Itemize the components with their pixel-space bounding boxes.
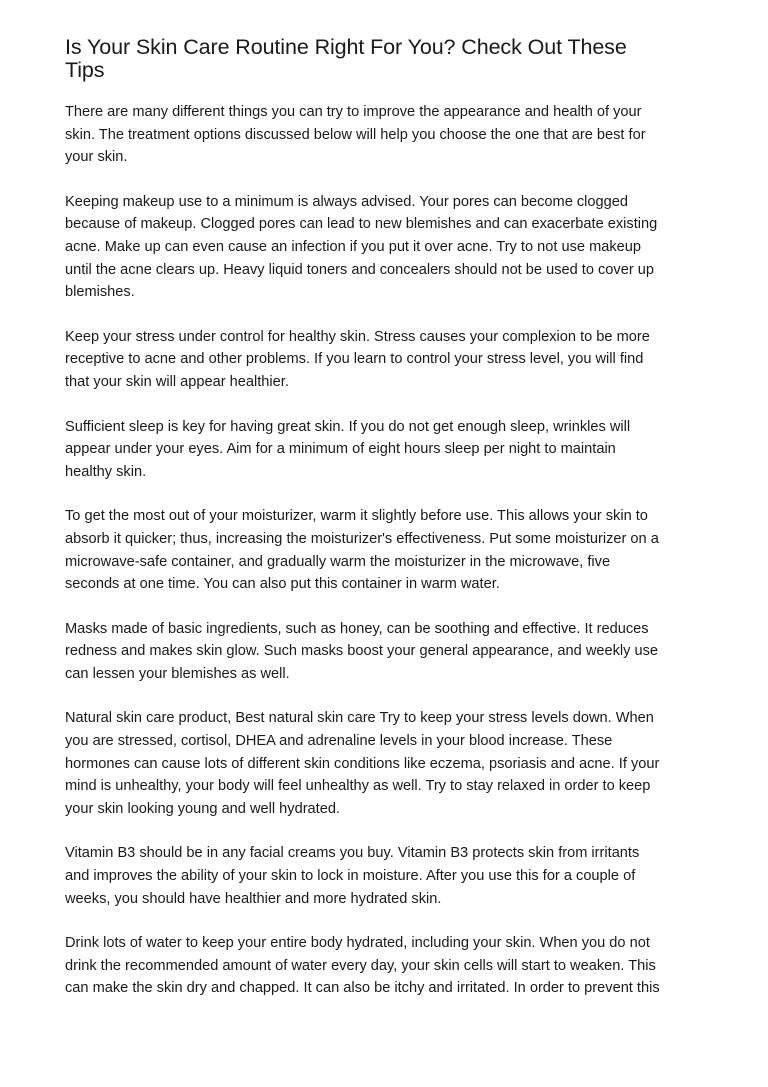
- body-paragraph: [65, 618, 705, 686]
- paragraph-line: Keeping makeup use to a minimum is always advised. Your pores can become clogged: [65, 193, 628, 210]
- body-paragraph: [65, 505, 705, 595]
- paragraph-line: can make the skin dry and chapped. It can also be itchy and irritated. In order to prevent this: [65, 980, 660, 997]
- paragraph-line: weeks, you should have healthier and more hydrated skin.: [65, 890, 442, 907]
- paragraph-line: your skin.: [65, 149, 128, 166]
- paragraph-line: appear under your eyes. Aim for a minimum of eight hours sleep per night to maintain: [65, 441, 616, 458]
- paragraph-line: mind is unhealthy, your body will feel unhealthy as well. Try to stay relaxed in order to keep: [65, 778, 651, 795]
- paragraph-line: blemishes.: [65, 284, 135, 301]
- paragraph-line: Sufficient sleep is key for having great skin. If you do not get enough sleep, wrinkles will: [65, 418, 631, 435]
- body-paragraph: [65, 707, 705, 820]
- paragraph-line: because of makeup. Clogged pores can lead to new blemishes and can exacerbate existing: [65, 216, 658, 233]
- paragraph-line: There are many different things you can try to improve the appearance and health of your: [65, 104, 642, 120]
- document-title: [65, 36, 705, 82]
- paragraph-line: and improves the ability of your skin to lock in moisture. After you use this for a couple of: [65, 868, 636, 885]
- title-line: Is Your Skin Care Routine Right For You? Check Out These: [65, 35, 627, 59]
- paragraph-line: microwave-safe container, and gradually warm the moisturizer in the microwave, five: [65, 553, 611, 570]
- body-paragraph: [65, 416, 705, 484]
- paragraph-line: Natural skin care product, Best natural skin care Try to keep your stress levels down. When: [65, 710, 654, 727]
- paragraph-line: seconds at one time. You can also put this container in warm water.: [65, 576, 500, 593]
- paragraph-line: drink the recommended amount of water every day, your skin cells will start to weaken. This: [65, 957, 656, 974]
- paragraph-line: Masks made of basic ingredients, such as honey, can be soothing and effective. It reduces: [65, 620, 649, 637]
- body-paragraph: [65, 101, 705, 169]
- body-paragraph: [65, 932, 705, 1000]
- document-page: [65, 36, 705, 1022]
- body-paragraph: [65, 326, 705, 394]
- paragraph-line: that your skin will appear healthier.: [65, 373, 289, 390]
- paragraph-line: you are stressed, cortisol, DHEA and adrenaline levels in your blood increase. These: [65, 733, 613, 750]
- title-line: Tips: [65, 58, 105, 82]
- paragraph-line: your skin looking young and well hydrated.: [65, 800, 341, 817]
- paragraph-line: hormones can cause lots of different skin conditions like eczema, psoriasis and acne. If your: [65, 755, 660, 772]
- paragraph-line: Vitamin B3 should be in any facial creams you buy. Vitamin B3 protects skin from irritants: [65, 845, 640, 862]
- paragraph-line: Keep your stress under control for healthy skin. Stress causes your complexion to be more: [65, 328, 650, 345]
- paragraph-line: acne. Make up can even cause an infection if you put it over acne. Try to not use makeup: [65, 238, 641, 255]
- paragraph-line: healthy skin.: [65, 463, 147, 480]
- paragraph-line: until the acne clears up. Heavy liquid toners and concealers should not be used to cover up: [65, 261, 654, 278]
- paragraph-line: Drink lots of water to keep your entire body hydrated, including your skin. When you do not: [65, 935, 650, 952]
- paragraph-line: skin. The treatment options discussed below will help you choose the one that are best for: [65, 126, 646, 143]
- body-paragraph: [65, 842, 705, 910]
- body-paragraph: [65, 191, 705, 304]
- document-body: [65, 101, 705, 1000]
- paragraph-line: redness and makes skin glow. Such masks boost your general appearance, and weekly use: [65, 643, 659, 660]
- paragraph-line: can lessen your blemishes as well.: [65, 665, 290, 682]
- paragraph-line: To get the most out of your moisturizer, warm it slightly before use. This allows your skin to: [65, 508, 648, 525]
- paragraph-line: receptive to acne and other problems. If you learn to control your stress level, you will find: [65, 351, 644, 368]
- paragraph-line: absorb it quicker; thus, increasing the moisturizer's effectiveness. Put some moisturizer on a: [65, 530, 659, 547]
